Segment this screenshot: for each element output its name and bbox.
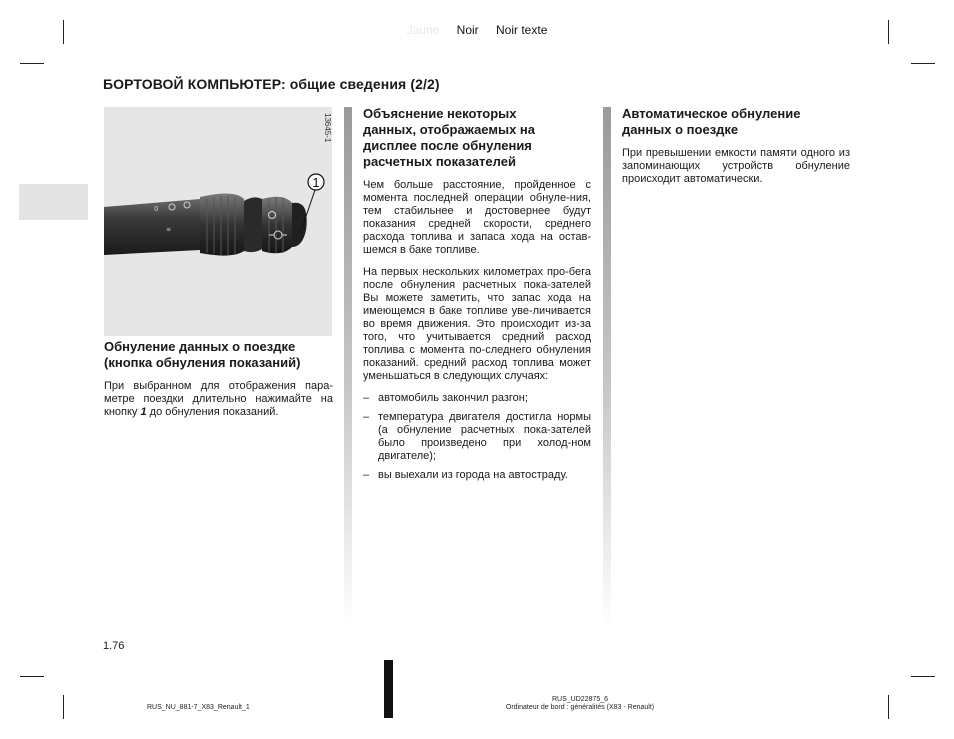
column-divider [344, 107, 352, 627]
crop-mark [888, 695, 889, 719]
color-separation-bar [0, 23, 954, 37]
figure-code: 13645-1 [323, 113, 332, 143]
crop-mark [20, 676, 44, 677]
list-item [363, 392, 591, 405]
list-dash: – [363, 411, 370, 423]
section-tab [19, 184, 88, 220]
list-item-text: автомобиль закончил разгон; [378, 392, 528, 404]
conditions-list [363, 392, 591, 482]
col2-heading-line: дисплее после обнуления [363, 138, 532, 153]
list-item [363, 411, 591, 463]
col1-heading-line1: Обнуление данных о поездке [104, 339, 296, 354]
footer-right-line1: RUS_UD22875_6 [551, 696, 609, 703]
button-reference: 1 [140, 406, 147, 418]
col1-text-before: При выбранном для отображения пара-метре поездки длительно нажимайте на кнопку [104, 380, 333, 418]
footer-left: RUS_NU_881-7_X83_Renault_1 [147, 704, 250, 711]
col1-heading [104, 339, 333, 371]
page-title [103, 76, 440, 92]
page-number: 1.76 [103, 640, 125, 652]
crop-mark [911, 676, 935, 677]
column-3 [622, 106, 850, 186]
page-title-main: БОРТОВОЙ КОМПЬЮТЕР: общие сведения [103, 76, 407, 92]
col2-heading-line: Объяснение некоторых [363, 106, 517, 121]
list-item-text: температура двигателя достигла нормы (а обнуление расчетных пока-зателей было произведено при холод-ном двигателе); [378, 411, 591, 462]
color-label-noir-texte: Noir texte [496, 23, 548, 37]
stalk-drawing [104, 107, 332, 336]
col2-paragraph: На первых нескольких километрах про-бега после обнуления расчетных пока-зателей Вы можете заметить, что запас хода на имеющемся в баке топливе уве-личивается во время движения. Это происходит из-за того, что учитывается средний расход топлива с момента по-следнего обнуления показаний. средний расход топлива может уменьшаться в следующих случаях: [363, 266, 591, 382]
list-dash: – [363, 392, 370, 404]
col2-heading-line: расчетных показателей [363, 154, 516, 169]
list-item [363, 469, 591, 482]
column-divider [603, 107, 611, 627]
col3-heading-line1: Автоматическое обнуление [622, 106, 801, 121]
col2-paragraph: Чем больше расстояние, пройденное с момента последней операции обнуле-ния, тем стабильнее и достовернее будут показания средней скорости, среднего расхода топлива и запаса хода на остав-шемся в баке топливе. [363, 179, 591, 256]
col2-heading-line: данных, отображаемых на [363, 122, 536, 137]
crop-mark [911, 63, 935, 64]
crop-mark [20, 63, 44, 64]
list-dash: – [363, 469, 370, 481]
col2-heading [363, 106, 591, 170]
page-title-part: (2/2) [410, 76, 440, 92]
column-1 [104, 339, 333, 419]
color-label-noir: Noir [456, 23, 479, 37]
svg-text:≡: ≡ [166, 226, 172, 233]
col3-heading-line2: данных о поездке [622, 122, 739, 137]
col1-paragraph [104, 380, 333, 419]
footer-right [490, 696, 670, 712]
col3-paragraph: При превышении емкости памяти одного из запоминающих устройств обнуление происходит автоматически. [622, 147, 850, 185]
col1-text-after: до обнуления показаний. [149, 406, 279, 418]
svg-text:0: 0 [154, 205, 159, 213]
crop-mark [63, 695, 64, 719]
color-label-jaune: Jaune [406, 23, 440, 37]
list-item-text: вы выехали из города на автостраду. [378, 469, 568, 481]
col1-heading-line2: (кнопка обнуления показаний) [104, 355, 301, 370]
center-registration-bar [384, 660, 393, 718]
col3-heading [622, 106, 850, 138]
stalk-illustration [104, 107, 332, 336]
callout-number: 1 [312, 175, 320, 190]
footer-right-line2: Ordinateur de bord : généralités (X83 - Renault) [505, 704, 655, 711]
column-2 [363, 106, 591, 488]
